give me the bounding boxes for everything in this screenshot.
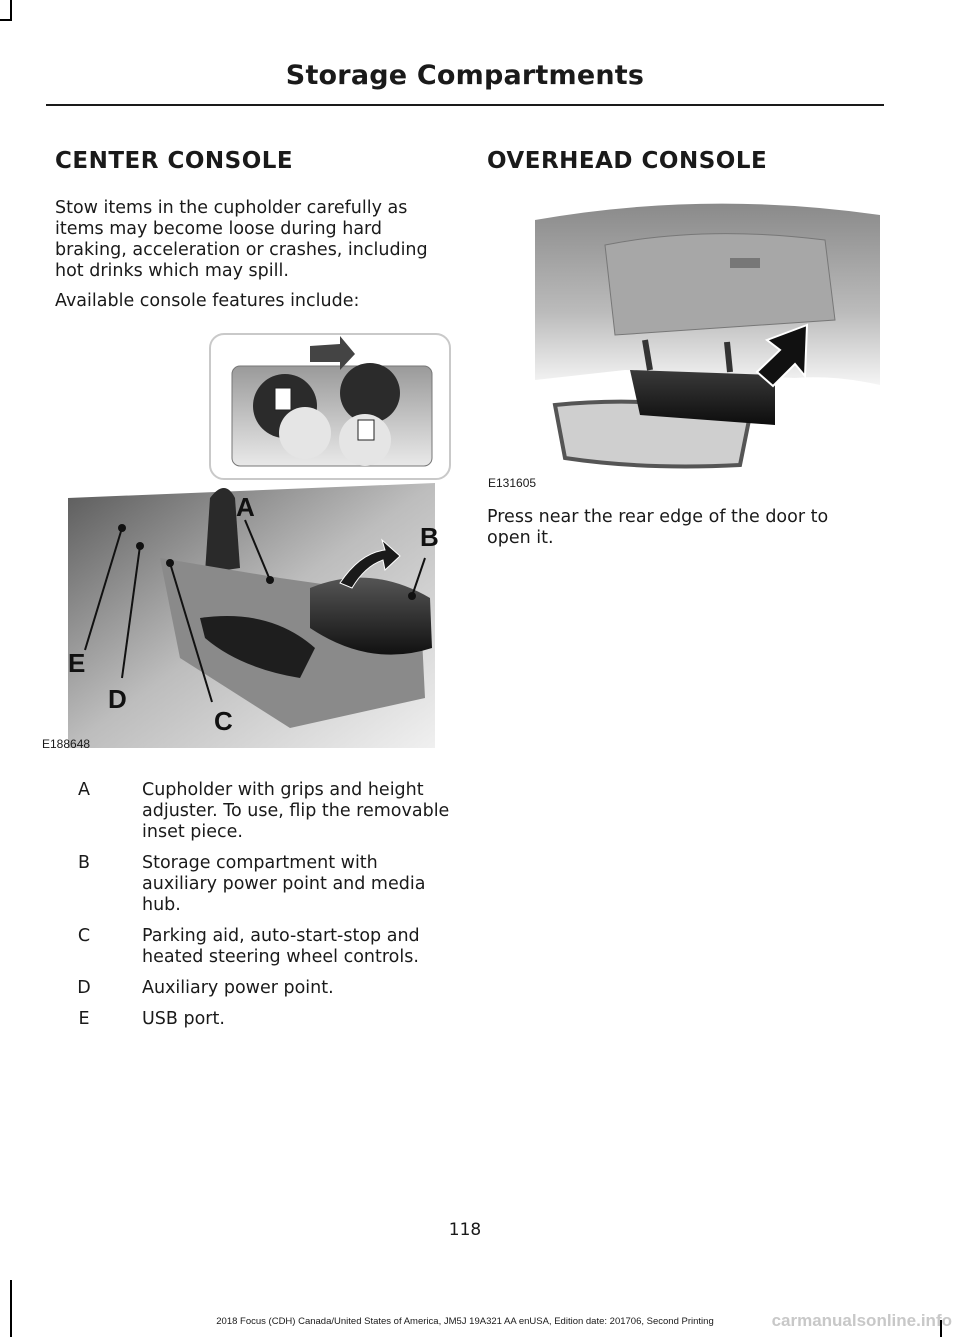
console-housing bbox=[605, 234, 835, 335]
overhead-console-heading: OVERHEAD CONSOLE bbox=[487, 148, 768, 174]
list-item bbox=[62, 926, 452, 968]
edition-footer: 2018 Focus (CDH) Canada/United States of America, JM5J 19A321 AA enUSA, Edition date: 201706, Second Printing bbox=[216, 1316, 714, 1327]
callout-a: A bbox=[236, 492, 255, 522]
bin-hinge-right bbox=[727, 342, 730, 372]
crop-mark-top-left-v bbox=[10, 0, 12, 20]
down-arrow-icon bbox=[358, 420, 374, 440]
center-console-heading: CENTER CONSOLE bbox=[55, 148, 294, 174]
item-letter: A bbox=[78, 780, 90, 800]
cup-grip-right bbox=[340, 363, 400, 423]
cupholder-warning-paragraph: Stow items in the cupholder carefully as items may become loose during hard braking, acceleration or crashes, including hot drinks which may spill. bbox=[55, 198, 428, 281]
up-arrow-icon bbox=[275, 388, 291, 410]
list-item bbox=[62, 978, 452, 999]
callout-e: E bbox=[68, 648, 86, 678]
list-item bbox=[62, 853, 452, 916]
features-intro-paragraph: Available console features include: bbox=[55, 291, 360, 311]
callout-d: D bbox=[108, 684, 127, 714]
watermark: carmanualsonline.info bbox=[771, 1311, 952, 1330]
crop-mark-bottom-left-v bbox=[10, 1280, 12, 1337]
item-text: Cupholder with grips and height adjuster. To use, flip the removable inset piece. bbox=[142, 780, 450, 842]
item-text: USB port. bbox=[142, 1009, 225, 1029]
overhead-console-figure-code: E131605 bbox=[488, 476, 537, 490]
item-letter: B bbox=[77, 853, 90, 873]
item-letter: C bbox=[77, 926, 91, 946]
overhead-console-illustration bbox=[535, 200, 880, 470]
console-features-list bbox=[62, 780, 452, 1040]
vent-grille bbox=[730, 258, 760, 268]
item-text: Auxiliary power point. bbox=[142, 978, 334, 998]
item-text: Parking aid, auto-start-stop and heated steering wheel controls. bbox=[142, 926, 420, 967]
gear-shifter bbox=[205, 488, 240, 573]
list-item bbox=[62, 1009, 452, 1030]
page-title: Storage Compartments bbox=[285, 60, 645, 91]
list-item bbox=[62, 780, 452, 843]
page-number: 118 bbox=[448, 1220, 482, 1240]
callout-b: B bbox=[420, 522, 439, 552]
item-letter: D bbox=[77, 978, 91, 998]
item-letter: E bbox=[78, 1009, 90, 1029]
crop-mark-top-left-h bbox=[0, 19, 12, 21]
cup-well-left bbox=[279, 407, 331, 459]
center-console-figure-code: E188648 bbox=[42, 737, 91, 751]
center-console-illustration bbox=[40, 328, 460, 753]
header-rule bbox=[46, 104, 884, 106]
callout-c: C bbox=[214, 706, 233, 736]
overhead-console-instruction: Press near the rear edge of the door to open it. bbox=[487, 507, 829, 548]
item-text: Storage compartment with auxiliary power point and media hub. bbox=[142, 853, 426, 915]
